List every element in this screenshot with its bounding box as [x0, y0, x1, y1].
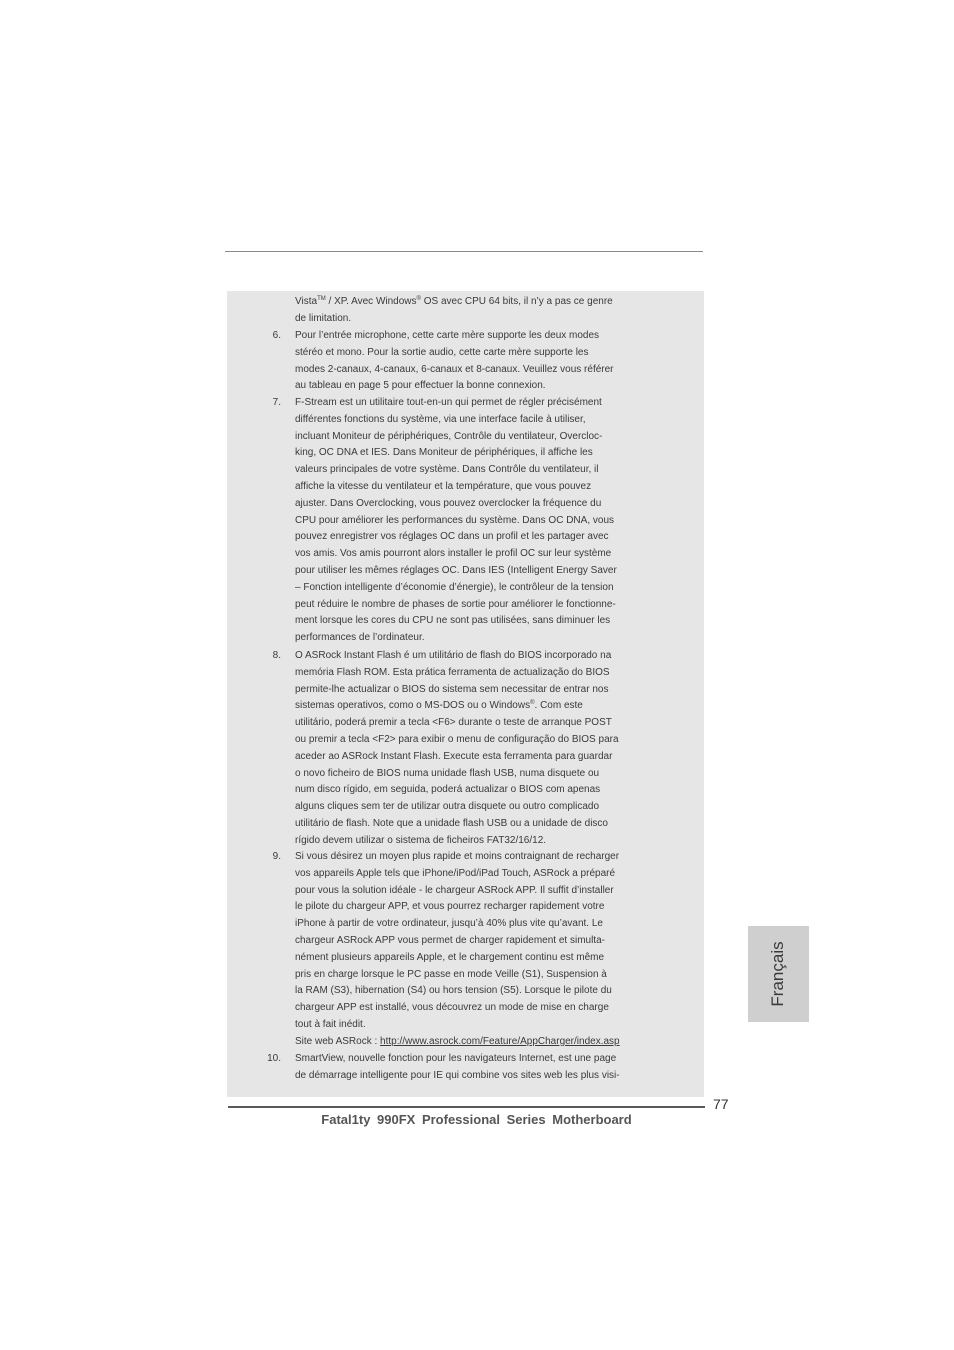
text-line: ou premir a tecla <F2> para exibir o menu de configuração do BIOS para	[295, 733, 619, 745]
text-line: O ASRock Instant Flash é um utilitário de flash do BIOS incorporado na	[295, 650, 612, 661]
text-line: ment lorsque les cores du CPU ne sont pas utilisées, sans diminuer les	[295, 615, 611, 627]
text-line: alguns cliques sem ter de utilizar outra disquete ou outro complicado	[295, 801, 600, 813]
registered-mark: ®	[530, 700, 535, 707]
text-line: incluant Moniteur de périphériques, Contrôle du ventilateur, Overcloc-	[295, 430, 603, 442]
text-line: peut réduire le nombre de phases de sortie pour améliorer le fonctionne-	[295, 598, 616, 610]
footer-title: Fatal1ty 990FX Professional Series Motherboard	[321, 1112, 632, 1127]
text-line: modes 2-canaux, 4-canaux, 6-canaux et 8-canaux. Veuillez vous référer	[295, 363, 614, 375]
text-line: de limitation.	[295, 312, 352, 324]
item-number: 8.	[272, 650, 281, 661]
text-line: pour vous la solution idéale - le chargeur ASRock APP. Il suffit d’installer	[295, 884, 614, 896]
text-line: F-Stream est un utilitaire tout-en-un qui permet de régler précisément	[295, 397, 602, 408]
text-line: SmartView, nouvelle fonction pour les navigateurs Internet, est une page	[295, 1053, 617, 1064]
text-line: différentes fonctions du système, via une interface facile à utiliser,	[295, 413, 586, 425]
text-line: la RAM (S3), hibernation (S4) ou hors tension (S5). Lorsque le pilote du	[295, 985, 612, 997]
text-line: stéréo et mono. Pour la sortie audio, cette carte mère supporte les	[295, 346, 589, 358]
text-line: ajuster. Dans Overclocking, vous pouvez overclocker la fréquence du	[295, 497, 602, 509]
text-line: utilitário, poderá premir a tecla <F6> durante o teste de arranque POST	[295, 717, 612, 729]
trademark-mark: TM	[317, 296, 326, 302]
language-tab	[748, 926, 809, 1022]
text-line: Pour l’entrée microphone, cette carte mère supporte les deux modes	[295, 330, 600, 341]
text-line: num disco rígido, em seguida, poderá actualizar o BIOS com apenas	[295, 784, 601, 796]
content-box	[227, 291, 704, 1097]
text-line: au tableau en page 5 pour effectuer la bonne connexion.	[295, 380, 546, 392]
text-line: le pilote du chargeur APP, et vous pourrez recharger rapidement votre	[295, 901, 605, 913]
text-line: pris en charge lorsque le PC passe en mode Veille (S1), Suspension à	[295, 968, 607, 980]
text-line: Vista™ / XP. Avec Windows® OS avec CPU 64 bits, il n’y a pas ce genre	[295, 296, 613, 307]
text-line: affiche la vitesse du ventilateur et la température, que vous pouvez	[295, 480, 592, 492]
text-line: de démarrage intelligente pour IE qui combine vos sites web les plus visi-	[295, 1069, 620, 1081]
text-line: iPhone à partir de votre ordinateur, jusqu’à 40% plus vite qu’avant. Le	[295, 918, 603, 930]
text-line: nément plusieurs appareils Apple, et le chargement continu est même	[295, 951, 605, 963]
text-line: o novo ficheiro de BIOS numa unidade flash USB, numa disquete ou	[295, 767, 600, 779]
text-line: chargeur ASRock APP vous permet de charger rapidement et simulta-	[295, 934, 605, 946]
text-line: Si vous désirez un moyen plus rapide et moins contraignant de recharger	[295, 851, 620, 862]
text-line: permite-lhe actualizar o BIOS do sistema sem necessitar de entrar nos	[295, 683, 609, 695]
bottom-rule	[228, 1106, 705, 1108]
text-line: tout à fait inédit.	[295, 1018, 366, 1030]
text-line: pour utiliser les mêmes réglages OC. Dans IES (Intelligent Energy Saver	[295, 564, 617, 576]
asrock-app-charger-link[interactable]: http://www.asrock.com/Feature/AppCharger/index.asp	[380, 1035, 620, 1047]
registered-mark: ®	[416, 296, 421, 302]
top-rule	[225, 251, 703, 252]
text-line: CPU pour améliorer les performances du système. Dans OC DNA, vous	[295, 514, 615, 526]
item-number: 7.	[272, 397, 281, 408]
text-line: king, OC DNA et IES. Dans Moniteur de périphériques, il affiche les	[295, 447, 593, 459]
text-line: memória Flash ROM. Esta prática ferramenta de actualização do BIOS	[295, 666, 610, 678]
item-number: 10.	[267, 1053, 281, 1064]
text-line: aceder ao ASRock Instant Flash. Execute esta ferramenta para guardar	[295, 750, 613, 762]
language-label: Français	[768, 941, 787, 1007]
text-line: pouvez enregistrer vos réglages OC dans un profil et les partager avec	[295, 531, 609, 543]
text-line: rígido devem utilizar o sistema de ficheiros FAT32/16/12.	[295, 834, 547, 846]
text-line: utilitário de flash. Note que a unidade flash USB ou a unidade de disco	[295, 817, 608, 829]
text-line: chargeur APP est installé, vous découvrez un mode de mise en charge	[295, 1002, 609, 1014]
text-line: vos appareils Apple tels que iPhone/iPod/iPad Touch, ASRock a préparé	[295, 867, 616, 879]
website-label: Site web ASRock :	[295, 1035, 381, 1047]
page-number: 77	[713, 1096, 729, 1112]
text-line: – Fonction intelligente d’économie d’énergie), le contrôleur de la tension	[295, 581, 614, 593]
text-line: vos amis. Vos amis pourront alors installer le profil OC sur leur système	[295, 548, 612, 560]
website-line	[295, 1034, 663, 1051]
item-number: 9.	[272, 851, 281, 862]
item-number: 6.	[272, 330, 281, 341]
text-line: valeurs principales de votre système. Dans Contrôle du ventilateur, il	[295, 464, 599, 476]
text-line: sistemas operativos, como o MS-DOS ou o Windows®. Com este	[295, 700, 583, 712]
text-line: performances de l’ordinateur.	[295, 632, 425, 644]
